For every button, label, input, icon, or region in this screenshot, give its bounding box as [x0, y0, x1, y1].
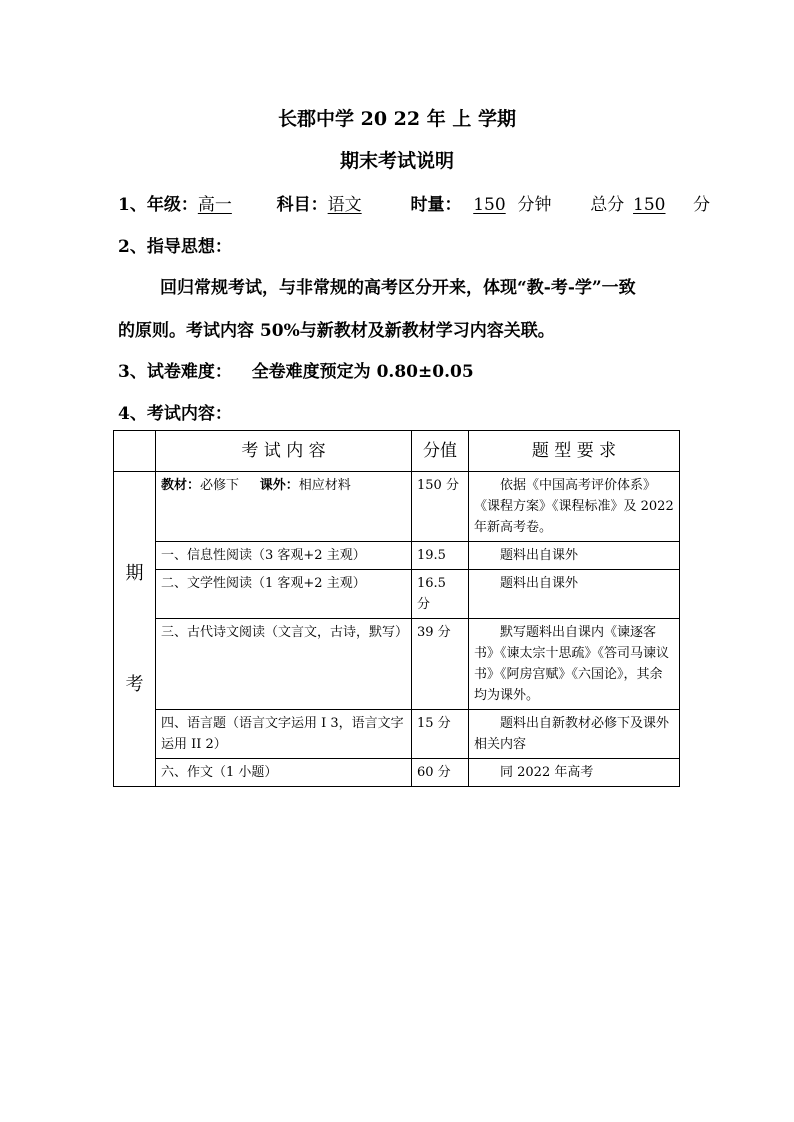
requirement-cell: 默写题料出自课内《谏逐客书》《谏太宗十思疏》《答司马谏议书》《阿房宫赋》《六国论》，其余均为课外。	[469, 619, 680, 710]
table-row	[114, 542, 680, 570]
header-blank-cell	[114, 431, 156, 472]
side-label-cell	[114, 472, 156, 787]
score-cell: 39 分	[412, 619, 469, 710]
requirement-cell: 题料出自课外	[469, 570, 680, 619]
content-cell: 二、文学性阅读（1 客观+2 主观）	[156, 570, 412, 619]
section-2-paragraph-line-1: 回归常规考试，与非常规的高考区分开来，体现“教-考-学”一致	[160, 278, 636, 298]
side-label-qi: 期	[125, 563, 144, 584]
side-label-kao: 考	[125, 674, 144, 695]
score-label: 总分	[590, 195, 625, 215]
content-cell: 一、信息性阅读（3 客观+2 主观）	[156, 542, 412, 570]
score-cell: 16.5 分	[412, 570, 469, 619]
table-header-row	[114, 431, 680, 472]
table-row	[114, 570, 680, 619]
header-content: 考 试 内 容	[156, 431, 412, 472]
exam-info-line	[118, 190, 710, 215]
content-cell: 三、古代诗文阅读（文言文，古诗，默写）	[156, 619, 412, 710]
score-cell: 150 分	[412, 472, 469, 542]
content-cell: 教材：必修下 课外：相应材料	[156, 472, 412, 542]
score-cell: 15 分	[412, 710, 469, 759]
table-row	[114, 710, 680, 759]
requirement-cell: 同 2022 年高考	[469, 759, 680, 787]
section-4-heading: 4、考试内容：	[118, 404, 232, 424]
header-requirement: 题 型 要 求	[469, 431, 680, 472]
section-3-line	[118, 357, 474, 382]
score-unit: 分	[693, 195, 711, 215]
document-subtitle: 期末考试说明	[339, 150, 454, 172]
section-2-paragraph-line-2: 的原则。考试内容 50%与新教材及新教材学习内容关联。	[118, 321, 555, 341]
score-cell: 60 分	[412, 759, 469, 787]
section-2-heading: 2、指导思想：	[118, 237, 232, 257]
requirement-cell: 依据《中国高考评价体系》《课程方案》《课程标准》及 2022 年新高考卷。	[469, 472, 680, 542]
subject-label: 科目：	[276, 195, 328, 215]
grade-value: 高一	[197, 195, 232, 215]
time-value: 150	[473, 195, 506, 215]
score-value: 150	[633, 195, 666, 215]
score-cell: 19.5	[412, 542, 469, 570]
requirement-cell: 题料出自新教材必修下及课外相关内容	[469, 710, 680, 759]
time-unit: 分钟	[517, 195, 552, 215]
section-3-heading: 3、试卷难度：	[118, 362, 232, 382]
table-row	[114, 472, 680, 542]
requirement-cell: 题料出自课外	[469, 542, 680, 570]
time-label: 时量：	[410, 195, 462, 215]
content-cell: 四、语言题（语言文字运用 I 3，语言文字运用 II 2）	[156, 710, 412, 759]
table-row	[114, 759, 680, 787]
header-score: 分值	[412, 431, 469, 472]
content-cell: 六、作文（1 小题）	[156, 759, 412, 787]
grade-label: 1、年级：	[118, 195, 198, 215]
document-title: 长郡中学 20 22 年 上 学期	[278, 108, 516, 130]
exam-content-table	[113, 430, 680, 787]
section-3-value: 全卷难度预定为 0.80±0.05	[251, 362, 474, 382]
subject-value: 语文	[327, 195, 362, 215]
table-row	[114, 619, 680, 710]
